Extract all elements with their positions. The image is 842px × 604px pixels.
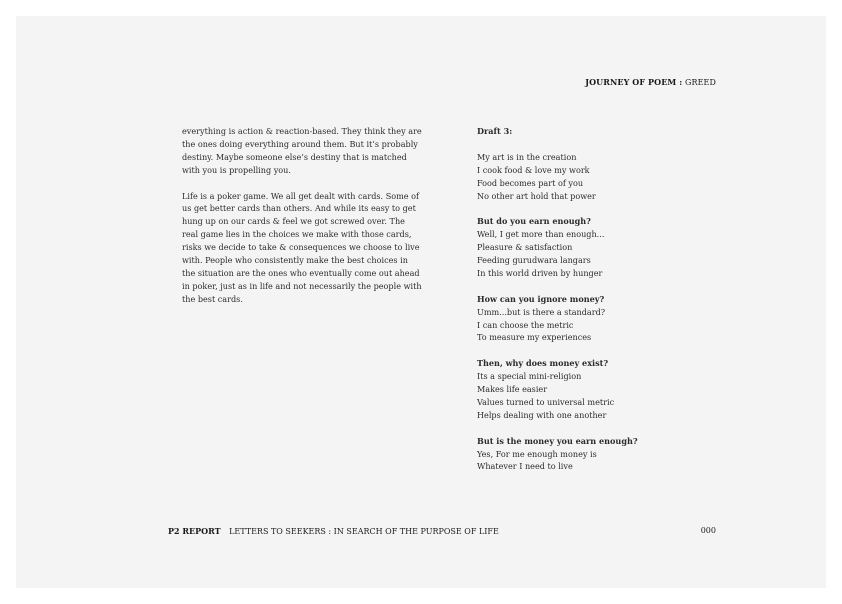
poem-line: Its a special mini-religion [477,371,582,382]
poem-line: Makes life easier [477,384,548,395]
header-title-bold: JOURNEY OF POEM : [585,77,683,87]
poem-line: Umm...but is there a standard? [477,306,606,317]
page-number: 000 [700,526,716,535]
poem-line: To measure my experiences [477,332,592,343]
poem-question: But is the money you earn enough? [477,435,638,446]
poem-stanza [477,151,677,203]
poem-stanza [477,435,677,474]
poem-question: But do you earn enough? [477,216,591,227]
poem-line: Helps dealing with one another [477,409,607,420]
poem-question: Then, why does money exist? [477,358,609,369]
poem-line: Feeding gurudwara langars [477,255,591,266]
poem-line: My art is in the creation [477,151,577,162]
prose-paragraph: Life is a poker game. We all get dealt with cards. Some of us get better cards than others. And while its easy to get hung up on our cards & feel we got screwed over. The real game lies in the choices we make with those cards, risks we decide to take & consequences we choose to live with. People who consistently make the best choices in the situation are the ones who eventually come out ahead in poker, just as in life and not necessarily the people with the best cards. [182,190,422,304]
poem-stanza [477,357,677,422]
poem-line: Well, I get more than enough... [477,229,605,240]
prose-paragraph: everything is action & reaction-based. They think they are the ones doing everything around them. But it’s probably destiny. Maybe someone else’s destiny that is matched with you is propelling you. [182,126,422,175]
poem-stanza [477,215,677,280]
footer-subtitle: LETTERS TO SEEKERS : IN SEARCH OF THE PURPOSE OF LIFE [229,527,499,536]
footer-report-label: P2 REPORT [168,526,221,536]
poem-line: Whatever I need to live [477,461,573,472]
poem-line: I can choose the metric [477,319,574,330]
header-title-rest: GREED [684,78,716,87]
poem-stanza [477,293,677,345]
prose-column [182,125,422,319]
poem-line: Values turned to universal metric [477,396,615,407]
poem-line: No other art hold that power [477,190,596,201]
page-sheet [16,16,826,588]
poem-title: Draft 3: [477,126,513,136]
poem-line: Food becomes part of you [477,177,584,188]
poem-line: In this world driven by hunger [477,267,603,278]
poem-question: How can you ignore money? [477,293,605,304]
poem-line: I cook food & love my work [477,164,590,175]
page-header [585,77,716,87]
poem-line: Yes, For me enough money is [477,448,597,459]
poem-line: Pleasure & satisfaction [477,242,573,253]
poem-column [477,125,677,486]
page-footer [168,526,499,536]
